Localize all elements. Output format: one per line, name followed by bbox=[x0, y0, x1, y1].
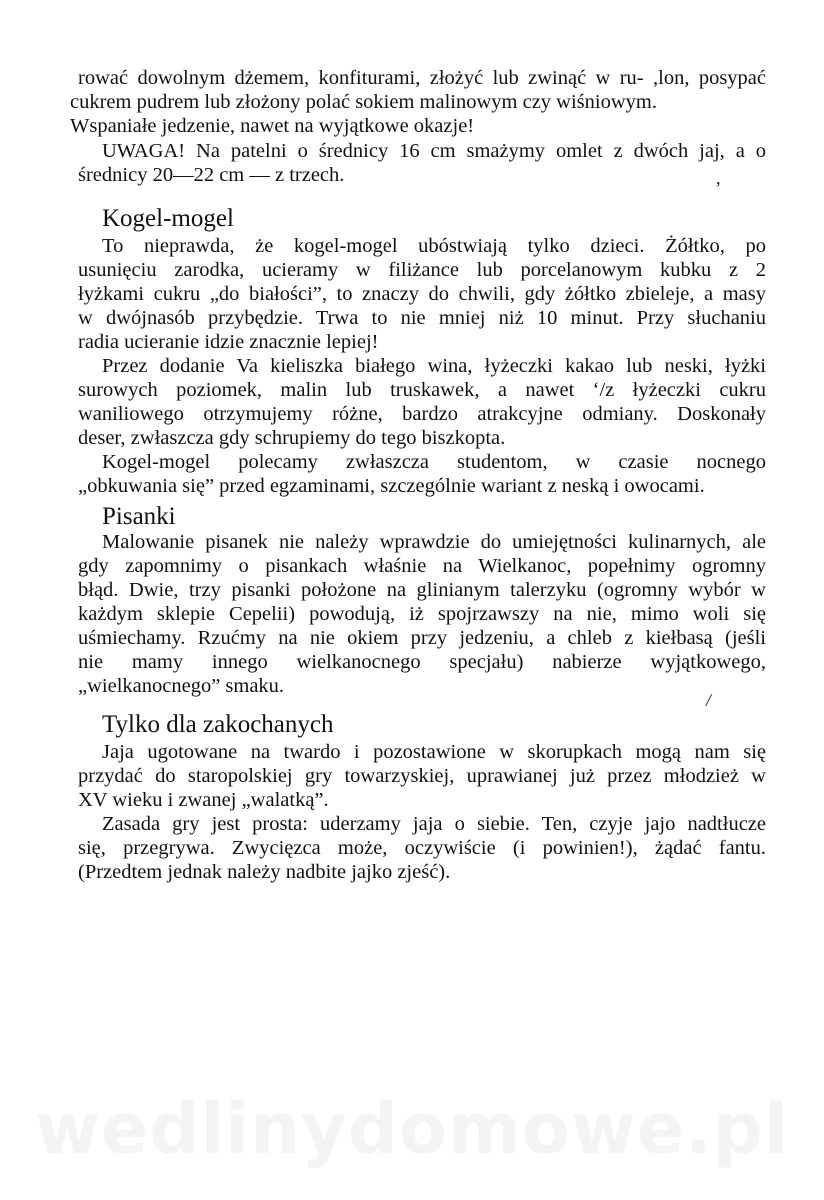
pisanki-line-6: nie mamy innego wielkanocnego specjału) nabierze wyjątkowego, bbox=[78, 651, 766, 673]
intro-line-3: Wspaniałe jedzenie, nawet na wyjątkowe okazje! bbox=[70, 115, 475, 137]
pisanki-line-5: uśmiechamy. Rzućmy na nie okiem przy jedzeniu, a chleb z kiełbasą (jeśli bbox=[78, 627, 766, 649]
kogel-line-4: w dwójnasób przybędzie. Trwa to nie mniej niż 10 minut. Przy słuchaniu bbox=[78, 307, 766, 329]
kogel-line-10: Kogel-mogel polecamy zwłaszcza studentom, w czasie nocnego bbox=[102, 451, 766, 473]
zakochani-line-6: (Przedtem jednak należy nadbite jajko zjeść). bbox=[78, 861, 451, 883]
zakochani-line-4: Zasada gry jest prosta: uderzamy jaja o siebie. Ten, czyje jajo nadtłucze bbox=[102, 813, 766, 835]
watermark: wedlinydomowe.pl bbox=[35, 1088, 789, 1170]
pisanki-line-7: „wielkanocnego” smaku. bbox=[78, 675, 285, 697]
intro-line-4: UWAGA! Na patelni o średnicy 16 cm smażymy omlet z dwóch jaj, a o bbox=[102, 140, 766, 162]
zakochani-line-2: przydać do staropolskiej gry towarzyskiej, uprawianej już przez młodzież w bbox=[78, 765, 766, 787]
pisanki-line-1: Malowanie pisanek nie należy wprawdzie do umiejętności kulinarnych, ale bbox=[102, 531, 766, 553]
pisanki-line-2: gdy zapomnimy o pisankach właśnie na Wielkanoc, popełnimy ogromny bbox=[78, 555, 766, 577]
zakochani-line-5: się, przegrywa. Zwycięzca może, oczywiście (i powinien!), żądać fantu. bbox=[78, 837, 766, 859]
kogel-line-7: surowych poziomek, malin lub truskawek, a nawet ‘/z łyżeczki cukru bbox=[78, 379, 766, 401]
intro-line-1: rować dowolnym dżemem, konfiturami, złożyć lub zwinąć w ru- ,lon, posypać bbox=[78, 67, 766, 89]
kogel-line-6: Przez dodanie Va kieliszka białego wina, łyżeczki kakao lub neski, łyżki bbox=[102, 355, 766, 377]
kogel-line-9: deser, zwłaszcza gdy schrupiemy do tego biszkopta. bbox=[78, 427, 506, 449]
kogel-line-3: łyżkami cukru „do białości”, to znaczy do chwili, gdy żółtko zbieleje, a masy bbox=[78, 283, 766, 305]
heading-pisanki: Pisanki bbox=[102, 503, 176, 530]
pisanki-line-3: błąd. Dwie, trzy pisanki położone na glinianym talerzyku (ogromny wybór w bbox=[78, 579, 766, 601]
kogel-line-5: radia ucieranie idzie znacznie lepiej! bbox=[78, 331, 379, 353]
heading-kogel-mogel: Kogel-mogel bbox=[102, 205, 234, 232]
intro-line-2: cukrem pudrem lub złożony polać sokiem malinowym czy wiśniowym. bbox=[70, 91, 657, 113]
heading-tylko-dla-zakochanych: Tylko dla zakochanych bbox=[102, 711, 334, 738]
kogel-line-1: To nieprawda, że kogel-mogel ubóstwiają tylko dzieci. Żółtko, po bbox=[102, 235, 766, 257]
kogel-line-11: „obkuwania się” przed egzaminami, szczególnie wariant z neską i owocami. bbox=[78, 475, 705, 497]
stray-comma-mark: , bbox=[716, 168, 721, 188]
zakochani-line-1: Jaja ugotowane na twardo i pozostawione w skorupkach mogą nam się bbox=[102, 741, 766, 763]
intro-line-5: średnicy 20—22 cm — z trzech. bbox=[78, 164, 345, 186]
pisanki-line-4: każdym sklepie Cepelii) powodują, iż spojrzawszy na nie, mimo woli się bbox=[78, 603, 766, 625]
stray-slash-mark: / bbox=[706, 690, 712, 710]
kogel-line-2: usunięciu zarodka, ucieramy w filiżance lub porcelanowym kubku z 2 bbox=[78, 259, 766, 281]
kogel-line-8: waniliowego otrzymujemy różne, bardzo atrakcyjne odmiany. Doskonały bbox=[78, 403, 766, 425]
zakochani-line-3: XV wieku i zwanej „walatką”. bbox=[78, 789, 329, 811]
